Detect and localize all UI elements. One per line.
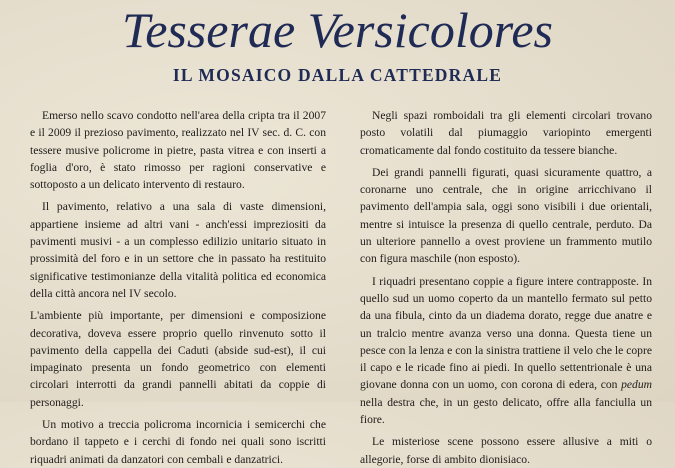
panel-title: Tesserae Versicolores bbox=[121, 2, 553, 58]
paragraph-main-room: L'ambiente più importante, per dimensioni e composizione decorativa, doveva essere proprio quello rinvenuto sotto il pavimento della cappella dei Caduti (abside sud-est), il cui impaginato presenta un fondo geometrico con elementi circolari interrotti da grandi pannelli abitati da coppie di personaggi. bbox=[30, 309, 326, 409]
pedum-italic: pedum bbox=[621, 378, 652, 392]
figures-text-end: nella destra che, in un gesto delicato, offre alla fanciulla un fiore. bbox=[360, 395, 652, 427]
paragraph-figures bbox=[360, 273, 652, 429]
paragraph-birds: Negli spazi romboidali tra gli elementi circolari trovano posto volatili dal piumaggio variopinto emergenti cromaticamente dal fondo costituito da tessere bianche. bbox=[360, 109, 652, 157]
paragraph-excavation: Emerso nello scavo condotto nell'area della cripta tra il 2007 e il 2009 il prezioso pavimento, realizzato nel IV sec. d. C. con tessere musive policrome in pietre, pasta vitrea e con inserti a foglia d'oro, è stato rimosso per ragioni conservative e sottoposto a un delicato intervento di restauro. bbox=[30, 109, 326, 192]
paragraph-braid-motif: Un motivo a treccia policroma incornicia i semicerchi che bordano il tappeto e i cerchi di fondo nei quali sono iscritti riquadri animati da danzatori con cembali e danzatrici. bbox=[30, 418, 326, 466]
paragraph-interpretation: Le misteriose scene possono essere allusive a miti o allegorie, forse di ambito dionisiaco. bbox=[360, 435, 652, 466]
paragraph-panels: Dei grandi pannelli figurati, quasi sicuramente quattro, a coronarne uno centrale, che in origine arricchivano il pavimento dell'ampia sala, oggi sono visibili i due orientali, mentre si intuisce la presenza di quello centrale, perduto. Da un ulteriore pannello a ovest proviene un frammento mutilo con figura maschile (non esposto). bbox=[360, 165, 652, 266]
figures-text-start: I riquadri presentano coppie a figure intere contrapposte. In quello sud un uomo coperto da un mantello fermato sul petto da una fibula, cinto da un diadema dorato, regge due anatre e un tralcio mentre avanza verso una donna. Questa tiene un pesce con la lenza e con la sinistra trattiene il velo che le copre il capo e le ricade fino ai piedi. In quello settentrionale è una giovane donna con un uomo, con corona di edera, con bbox=[360, 274, 652, 392]
right-text-column bbox=[360, 107, 652, 468]
left-text-column bbox=[30, 107, 326, 468]
paragraph-building-complex: Il pavimento, relativo a una sala di vaste dimensioni, appartiene insieme ad altri vani - anch'essi impreziositi da pavimenti musivi - a un complesso edilizio unitario situato in prossimità del foro e in un settore che in passato ha restituito significative testimonianze della vitalità politica ed economica della città ancora nel IV secolo. bbox=[30, 200, 326, 300]
panel-subtitle: IL MOSAICO DALLA CATTEDRALE bbox=[172, 65, 503, 85]
